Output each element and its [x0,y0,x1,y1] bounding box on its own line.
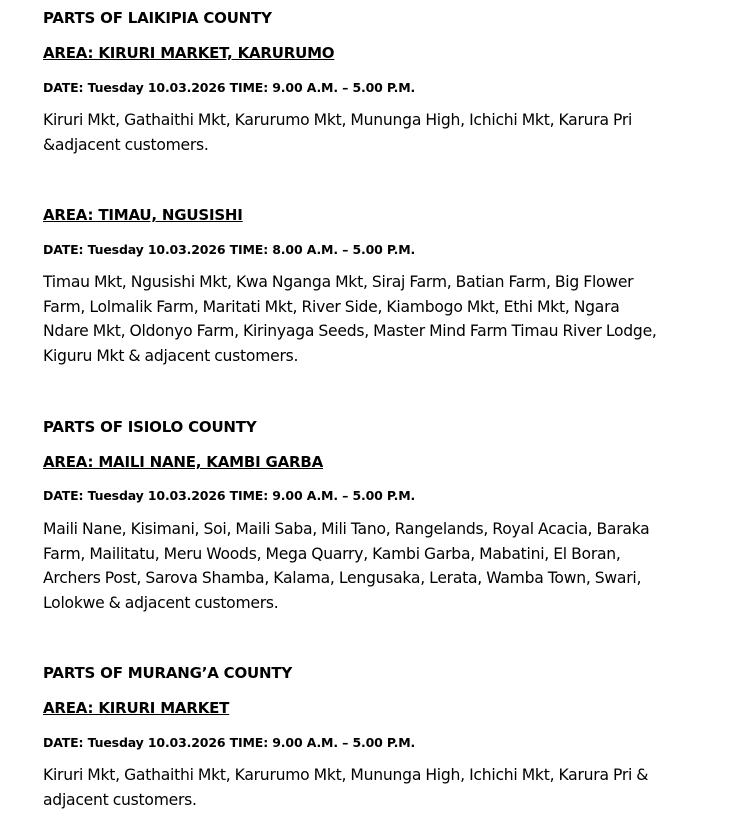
date-time-line: DATE: Tuesday 10.03.2026 TIME: 9.00 A.M. – 5.00 P.M. [43,80,416,95]
county-heading-muranga: PARTS OF MURANG’A COUNTY [43,664,293,682]
county-heading-laikipia: PARTS OF LAIKIPIA COUNTY [43,9,272,27]
description-line: Farm, Lolmalik Farm, Maritati Mkt, River Side, Kiambogo Mkt, Ethi Mkt, Ngara [43,297,620,316]
description-line: Timau Mkt, Ngusishi Mkt, Kwa Nganga Mkt, Siraj Farm, Batian Farm, Big Flower [43,273,634,291]
description-line: Ndare Mkt, Oldonyo Farm, Kirinyaga Seeds, Master Mind Farm Timau River Lodge, [43,322,657,340]
area-heading-maili-nane-kambi-garba: AREA: MAILI NANE, KAMBI GARBA [43,453,323,471]
description-line: Lolokwe & adjacent customers. [43,593,279,612]
date-time-line: DATE: Tuesday 10.03.2026 TIME: 8.00 A.M. – 5.00 P.M. [43,242,416,257]
affected-areas-text [43,108,703,157]
affected-areas-text [43,517,703,615]
description-line: adjacent customers. [43,790,197,809]
description-line: Maili Nane, Kisimani, Soi, Maili Saba, Mili Tano, Rangelands, Royal Acacia, Baraka [43,520,650,538]
area-heading-timau-ngusishi: AREA: TIMAU, NGUSISHI [43,206,243,224]
date-time-line: DATE: Tuesday 10.03.2026 TIME: 9.00 A.M. – 5.00 P.M. [43,488,416,503]
description-line: Archers Post, Sarova Shamba, Kalama, Lengusaka, Lerata, Wamba Town, Swari, [43,569,642,587]
description-line: &adjacent customers. [43,135,209,154]
description-line: Kiguru Mkt & adjacent customers. [43,346,299,365]
description-line: Kiruri Mkt, Gathaithi Mkt, Karurumo Mkt, Mununga High, Ichichi Mkt, Karura Pri & [43,766,649,784]
area-heading-kiruri-market: AREA: KIRURI MARKET [43,699,230,717]
description-line: Kiruri Mkt, Gathaithi Mkt, Karurumo Mkt, Mununga High, Ichichi Mkt, Karura Pri [43,111,633,129]
affected-areas-text [43,763,703,812]
date-time-line: DATE: Tuesday 10.03.2026 TIME: 9.00 A.M. – 5.00 P.M. [43,735,416,750]
affected-areas-text [43,270,703,368]
area-heading-kiruri-karurumo: AREA: KIRURI MARKET, KARURUMO [43,44,335,62]
description-line: Farm, Mailitatu, Meru Woods, Mega Quarry, Kambi Garba, Mabatini, El Boran, [43,544,621,563]
county-heading-isiolo: PARTS OF ISIOLO COUNTY [43,418,257,436]
